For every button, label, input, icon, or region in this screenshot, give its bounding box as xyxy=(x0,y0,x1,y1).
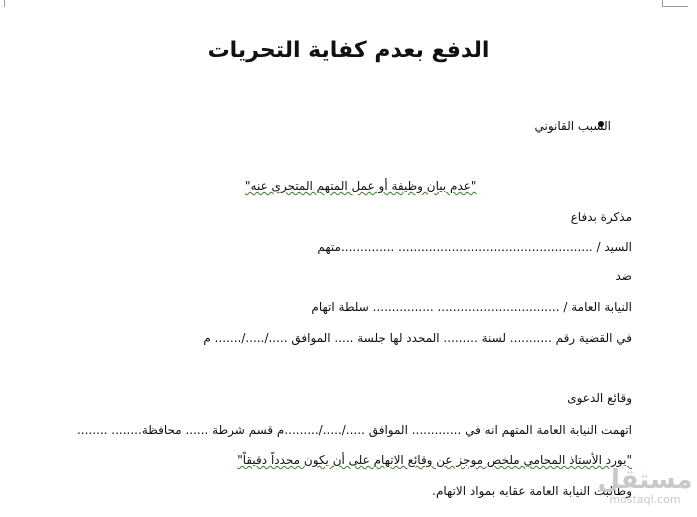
quote-heading xyxy=(245,178,476,194)
lawyer-summary-line xyxy=(237,452,632,468)
watermark-arabic: مستقل xyxy=(597,465,693,495)
prosecution-line: النيابة العامة / ................................ ................ سلطة اتهام xyxy=(311,300,632,314)
watermark-latin: mostaql.com xyxy=(609,493,681,506)
defendant-line: السيد / ................................................... ..............متهم xyxy=(317,240,632,254)
lawyer-summary-text: "يورد الأستاذ المحامي ملخص موجز عن وقائع الاتهام على أن يكون محدداً دقيقاً" xyxy=(237,453,632,467)
quote-heading-text: "عدم بيان وظيفة أو عمل المتهم المتحرى عنه" xyxy=(245,179,477,193)
mostaql-watermark xyxy=(595,466,695,514)
facts-heading: وقائع الدعوى xyxy=(567,391,632,405)
case-number-line: في القضية رقم ........... لسنة ......... المحدد لها جلسة ..... الموافق ...../...../....... م xyxy=(203,331,632,345)
bullet-item: السبب القانوني xyxy=(534,119,611,133)
memo-label: مذكرة بدفاع xyxy=(570,210,632,224)
document-title: الدفع بعدم كفاية التحريات xyxy=(207,38,490,63)
accusation-line: اتهمت النيابة العامة المتهم انه في ............. الموافق ...../...../.........م قسم شرطة ...... محافظة........ ........ xyxy=(76,423,632,437)
demand-line: وطالبت النيابة العامة عقابه بمواد الاتهام. xyxy=(432,484,632,498)
against-label: ضد xyxy=(615,269,632,283)
